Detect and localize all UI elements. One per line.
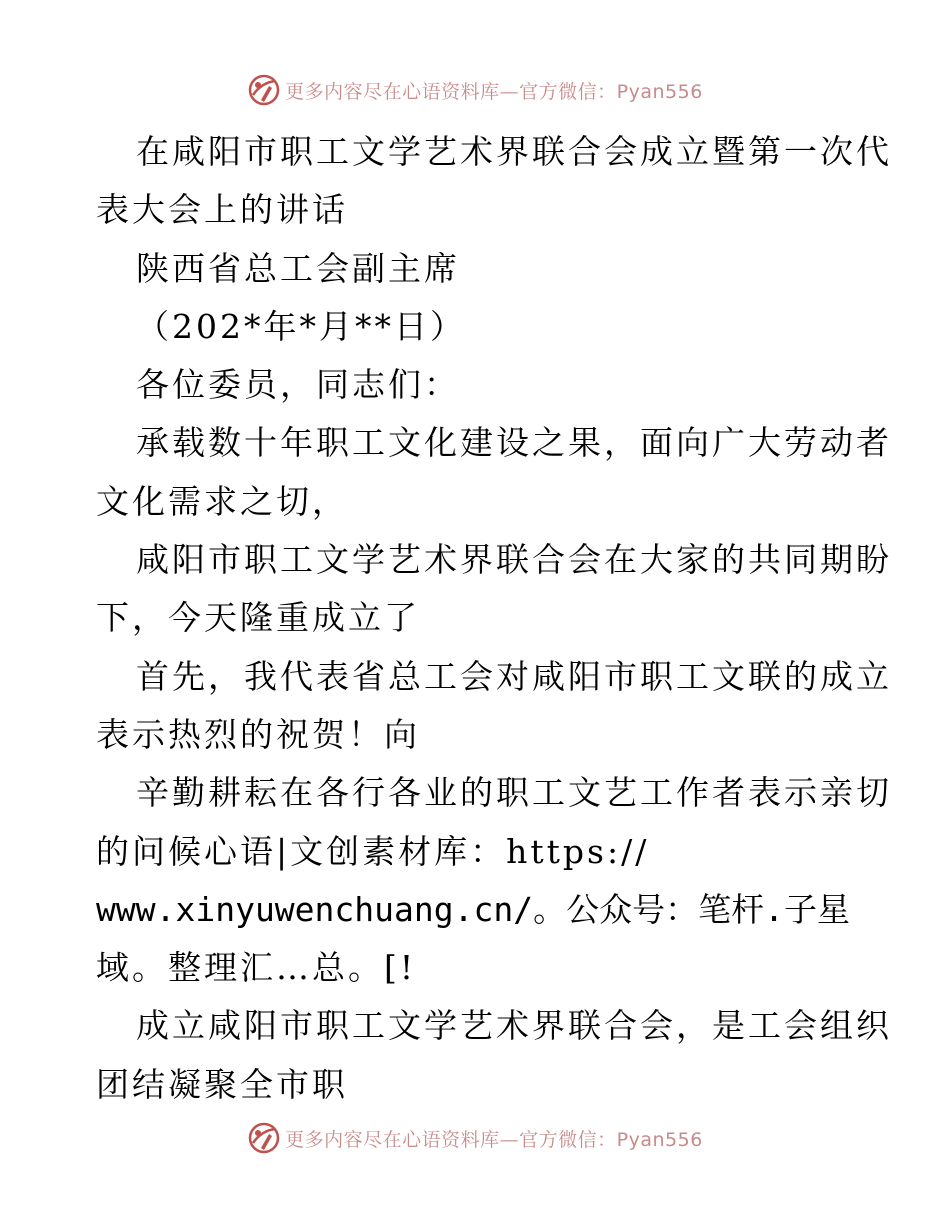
speech-body	[96, 123, 892, 1114]
watermark-contact: 官方微信：Pyan556	[519, 1128, 703, 1151]
title-line-1: 在咸阳市职工文学艺术界联合会成立暨第一次代	[136, 132, 892, 171]
pen-logo-icon	[247, 73, 281, 107]
watermark-site: 更多内容尽在心语资料库	[285, 80, 500, 103]
paragraph-line: 首先，我代表省总工会对咸阳市职工文联的成立	[136, 656, 892, 696]
watermark-text	[285, 1125, 703, 1152]
date-line: （202*年*月**日）	[136, 306, 466, 346]
paragraph-line: 的问候心语|文创素材库：https://	[96, 831, 650, 871]
paragraph-line: www.xinyuwenchuang.cn/。公众号：笔杆.子星	[96, 889, 850, 929]
watermark-site: 更多内容尽在心语资料库	[285, 1128, 500, 1151]
paragraph-line: 文化需求之切，	[96, 481, 348, 521]
paragraph-line: 辛勤耕耘在各行各业的职工文艺工作者表示亲切	[136, 773, 892, 813]
watermark-dash: —	[499, 80, 520, 103]
footer-watermark	[0, 1120, 950, 1156]
title-line-2: 表大会上的讲话	[96, 190, 348, 230]
paragraph-line: 承载数十年职工文化建设之果，面向广大劳动者	[136, 423, 892, 463]
watermark-contact: 官方微信：Pyan556	[519, 80, 703, 103]
paragraph-line: 表示热烈的祝贺！向	[96, 714, 420, 754]
paragraph-line: 下，今天隆重成立了	[96, 598, 420, 638]
watermark-dash: —	[499, 1128, 520, 1151]
paragraph-line: 域。整理汇…总。[!	[96, 948, 417, 988]
header-watermark	[0, 72, 950, 108]
pen-logo-icon	[247, 1121, 281, 1155]
paragraph-line: 成立咸阳市职工文学艺术界联合会，是工会组织	[136, 1006, 892, 1046]
speaker-line: 陕西省总工会副主席	[136, 248, 460, 288]
watermark-text	[285, 77, 703, 104]
paragraph-line: 咸阳市职工文学艺术界联合会在大家的共同期盼	[136, 540, 892, 580]
salutation-line: 各位委员，同志们：	[136, 365, 460, 405]
paragraph-line: 团结凝聚全市职	[96, 1064, 348, 1104]
